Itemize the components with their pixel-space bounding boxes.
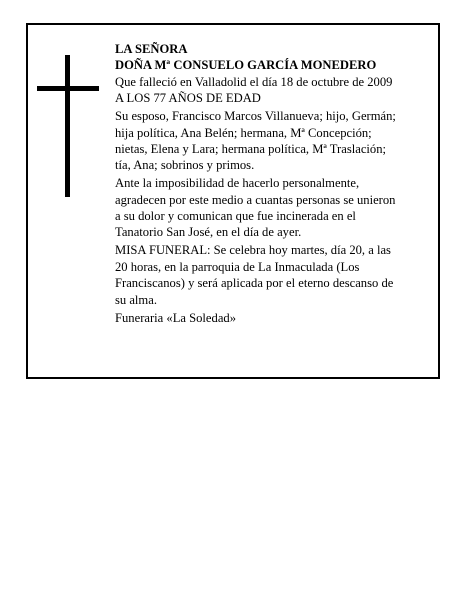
thanks-line: Tanatorio San José, en el día de ayer. [115, 225, 302, 240]
obituary-text [115, 41, 423, 326]
cross-vertical-bar [65, 55, 70, 197]
family-paragraph [115, 108, 423, 174]
thanks-paragraph [115, 175, 423, 241]
family-line: hija política, Ana Belén; hermana, Mª Concepción; [115, 125, 372, 140]
family-line: Su esposo, Francisco Marcos Villanueva; hijo, Germán; [115, 109, 396, 124]
deceased-name: DOÑA Mª CONSUELO GARCÍA MONEDERO [115, 58, 377, 73]
funeral-home: Funeraria «La Soledad» [115, 310, 236, 325]
mass-line: MISA FUNERAL: Se celebra hoy martes, día 20, a las [115, 243, 391, 258]
mass-paragraph [115, 242, 423, 308]
cross-horizontal-bar [37, 86, 99, 91]
family-line: tía, Ana; sobrinos y primos. [115, 158, 255, 173]
thanks-line: agradecen por este medio a cuantas personas se unieron [115, 192, 396, 207]
cross-icon [37, 55, 99, 197]
age-line: A LOS 77 AÑOS DE EDAD [115, 91, 261, 106]
obituary-title: LA SEÑORA [115, 42, 188, 56]
mass-line: Franciscanos) y será aplicada por el eterno descanso de [115, 276, 394, 291]
thanks-line: a su dolor y comunican que fue incinerada en el [115, 209, 356, 224]
obituary-notice [26, 23, 440, 379]
family-line: nietas, Elena y Lara; hermana política, Mª Traslación; [115, 141, 387, 156]
thanks-line: Ante la imposibilidad de hacerlo personalmente, [115, 176, 360, 191]
death-line: Que falleció en Valladolid el día 18 de octubre de 2009 [115, 74, 393, 89]
mass-line: 20 horas, en la parroquia de La Inmaculada (Los [115, 259, 360, 274]
mass-line: su alma. [115, 292, 157, 307]
